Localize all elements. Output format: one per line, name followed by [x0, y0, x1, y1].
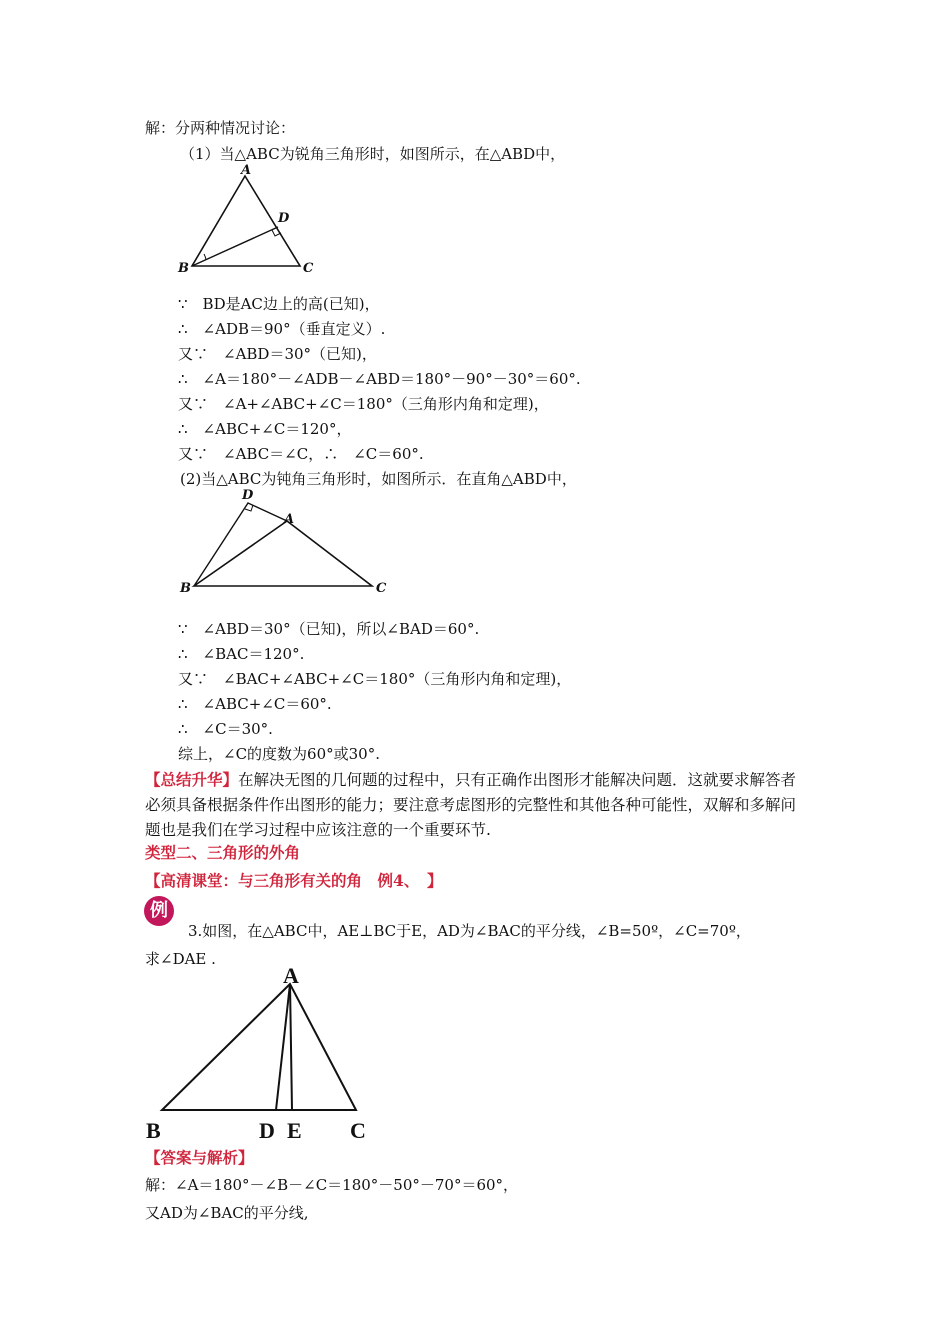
section-heading: 类型二、三角形的外角: [145, 843, 301, 862]
label-c: C: [303, 261, 314, 274]
label-b: B: [180, 581, 191, 596]
label-a: A: [284, 512, 295, 527]
summary-paragraph: [145, 767, 810, 843]
label-d: D: [242, 488, 254, 503]
label-c: C: [376, 581, 387, 596]
case1-step-2: ∴ ∠ADB＝90°（垂直定义）.: [178, 320, 386, 338]
example-line-1: 3.如图，在△ABC中，AE⊥BC于E，AD为∠BAC的平分线，∠B=50º，∠C=70º，: [188, 922, 751, 940]
summary-text: 在解决无图的几何题的过程中，只有正确作出图形才能解决问题．这就要求解答者必须具备根据条件作出图形的能力；要注意考虑图形的完整性和其他各种可能性，双解和多解问题也是我们在学习过程中应该注意的一个重要环节.: [145, 771, 797, 839]
conclusion: 综上，∠C的度数为60°或30°.: [178, 745, 380, 763]
case1-step-5: 又∵ ∠A+∠ABC+∠C＝180°（三角形内角和定理)，: [178, 395, 549, 413]
label-a: A: [241, 163, 252, 178]
case2-step-4: ∴ ∠ABC+∠C＝60°.: [178, 695, 332, 713]
label-b: B: [178, 261, 189, 274]
solution-intro: 解：分两种情况讨论：: [145, 119, 296, 137]
altitude-ae: [290, 984, 292, 1110]
bisector-ad: [276, 984, 290, 1110]
answer-line-2: 又AD为∠BAC的平分线,: [145, 1204, 309, 1222]
example-line-2: 求∠DAE .: [145, 950, 216, 968]
case2-title: (2)当△ABC为钝角三角形时，如图所示．在直角△ABD中，: [180, 470, 577, 488]
case1-step-3: 又∵ ∠ABD＝30°（已知)，: [178, 345, 377, 363]
label-c: C: [350, 1118, 366, 1143]
case2-step-3: 又∵ ∠BAC+∠ABC+∠C＝180°（三角形内角和定理)，: [178, 670, 572, 688]
summary-tag: 【总结升华】: [145, 770, 239, 789]
label-b: B: [146, 1118, 161, 1143]
video-link[interactable]: 【高清课堂：与三角形有关的角 例4、 】: [145, 871, 443, 890]
label-d: D: [278, 211, 290, 226]
case1-step-7: 又∵ ∠ABC＝∠C，∴ ∠C＝60°.: [178, 445, 424, 463]
triangle-abc: [162, 984, 356, 1110]
label-e: E: [287, 1118, 302, 1143]
case1-title: （1）当△ABC为锐角三角形时，如图所示，在△ABD中，: [180, 145, 566, 163]
lines-bd-da: [194, 503, 287, 586]
example-badge-icon: 例: [144, 896, 174, 926]
label-a: A: [283, 963, 299, 988]
answer-tag: 【答案与解析】: [145, 1148, 254, 1167]
angle-mark: [204, 254, 206, 260]
bisector-triangle-figure: [140, 962, 380, 1144]
case2-step-1: ∵ ∠ABD＝30°（已知)，所以∠BAD＝60°.: [178, 620, 480, 638]
triangle-abc: [194, 521, 372, 586]
obtuse-triangle-figure: [172, 486, 397, 598]
case1-step-1: ∵ BD是AC边上的高(已知)，: [178, 295, 380, 313]
answer-line-1: 解：∠A＝180°－∠B－∠C＝180°－50°－70°＝60°，: [145, 1176, 519, 1194]
case2-step-5: ∴ ∠C＝30°.: [178, 720, 273, 738]
altitude-bd: [192, 227, 278, 266]
case2-step-2: ∴ ∠BAC＝120°.: [178, 645, 305, 663]
case1-step-6: ∴ ∠ABC+∠C＝120°，: [178, 420, 352, 438]
case1-step-4: ∴ ∠A＝180°－∠ADB－∠ABD＝180°－90°－30°＝60°.: [178, 370, 581, 388]
label-d: D: [259, 1118, 275, 1143]
acute-triangle-figure: [172, 162, 322, 274]
